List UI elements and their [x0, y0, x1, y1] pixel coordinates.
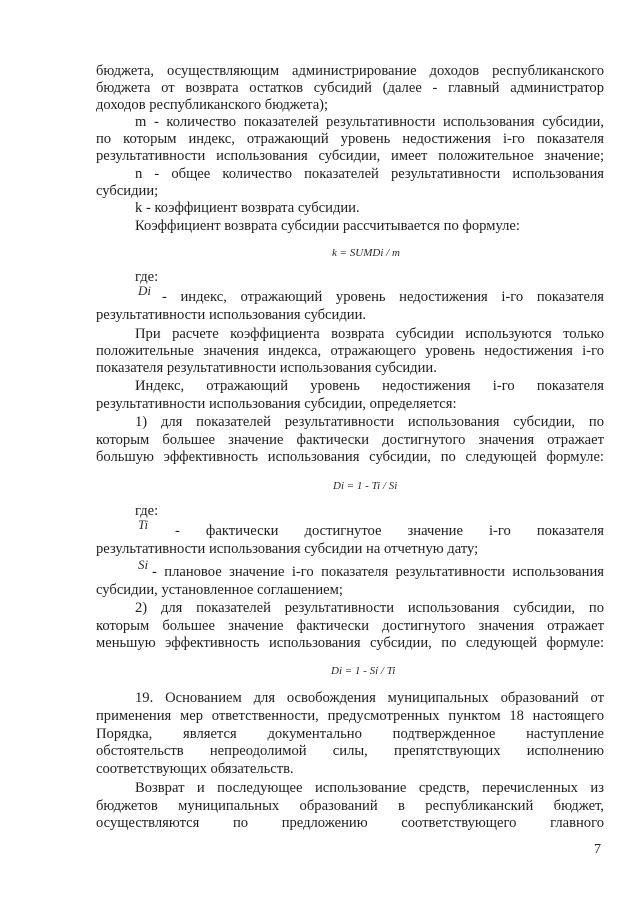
text-line: где: — [135, 503, 159, 519]
text-line: осуществляются по предложению соответствующего главного — [96, 815, 604, 831]
text-line: результативности использования субсидии, определяется: — [96, 396, 457, 412]
text-line: 19. Основанием для освобождения муниципальных образований от — [135, 690, 604, 706]
text-line: 1) для показателей результативности использования субсидии, по — [135, 414, 604, 430]
text-line: применения мер ответственности, предусмотренных пунктом 18 настоящего — [96, 708, 604, 724]
text-line: которым большее значение фактически достигнутого значения отражает — [96, 618, 604, 634]
text-line: субсидии; — [96, 183, 159, 199]
text-line: 2) для показателей результативности использования субсидии, по — [135, 600, 604, 616]
text-line: Порядка, является документально подтвержденное наступление — [96, 726, 604, 742]
text-line: Индекс, отражающий уровень недостижения i-го показателя — [135, 378, 604, 394]
text-line: результативности использования субсидии, имеет положительное значение; — [96, 148, 604, 164]
text-line: обстоятельств непреодолимой силы, препятствующих исполнению — [96, 743, 604, 759]
text-line: При расчете коэффициента возврата субсидии используются только — [135, 326, 604, 342]
text-line: бюджета, осуществляющим администрирование доходов республиканского — [96, 63, 604, 79]
text-line: большую эффективность использования субсидии, по следующей формуле: — [96, 449, 604, 465]
text-line: по которым индекс, отражающий уровень недостижения i-го показателя — [96, 131, 604, 147]
text-line: которым большее значение фактически достигнутого значения отражает — [96, 432, 604, 448]
text-line: Возврат и последующее использование средств, перечисленных из — [135, 780, 604, 796]
variable-ti: Ti — [138, 517, 149, 532]
text-line: положительные значения индекса, отражающего уровень недостижения i-го — [96, 343, 604, 359]
text-line: субсидии, установленное соглашением; — [96, 582, 343, 598]
variable-di: Di — [138, 283, 151, 298]
text-line: результативности использования субсидии на отчетную дату; — [96, 541, 479, 557]
text-line: результативности использования субсидии. — [96, 307, 367, 323]
text-line: n - общее количество показателей результативности использования — [135, 166, 604, 182]
text-line: - индекс, отражающий уровень недостижения i-го показателя — [162, 289, 604, 305]
text-line: показателя результативности использования субсидии. — [96, 360, 437, 376]
text-line: Коэффициент возврата субсидии рассчитывается по формуле: — [135, 218, 520, 234]
text-line: бюджета от возврата остатков субсидий (далее - главный администратор — [96, 80, 604, 96]
text-line: доходов республиканского бюджета); — [96, 97, 329, 113]
text-line: бюджетов муниципальных образований в республиканский бюджет, — [96, 798, 604, 814]
text-line: - плановое значение i-го показателя результативности использования — [152, 564, 604, 580]
formula-d1: Di = 1 - Ti / Si — [333, 480, 398, 492]
page-number: 7 — [594, 842, 601, 857]
text-line: k - коэффициент возврата субсидии. — [135, 200, 360, 216]
formula-k: k = SUMDi / m — [332, 247, 400, 259]
variable-si: Si — [138, 557, 149, 572]
text-line: соответствующих обязательств. — [96, 761, 294, 777]
formula-d2: Di = 1 - Si / Ti — [331, 665, 396, 677]
text-line: - фактически достигнутое значение i-го показателя — [175, 523, 604, 539]
text-line: m - количество показателей результативности использования субсидии, — [135, 114, 604, 130]
text-line: меньшую эффективность использования субсидии, по следующей формуле: — [96, 635, 604, 651]
text-line: где: — [135, 269, 159, 285]
